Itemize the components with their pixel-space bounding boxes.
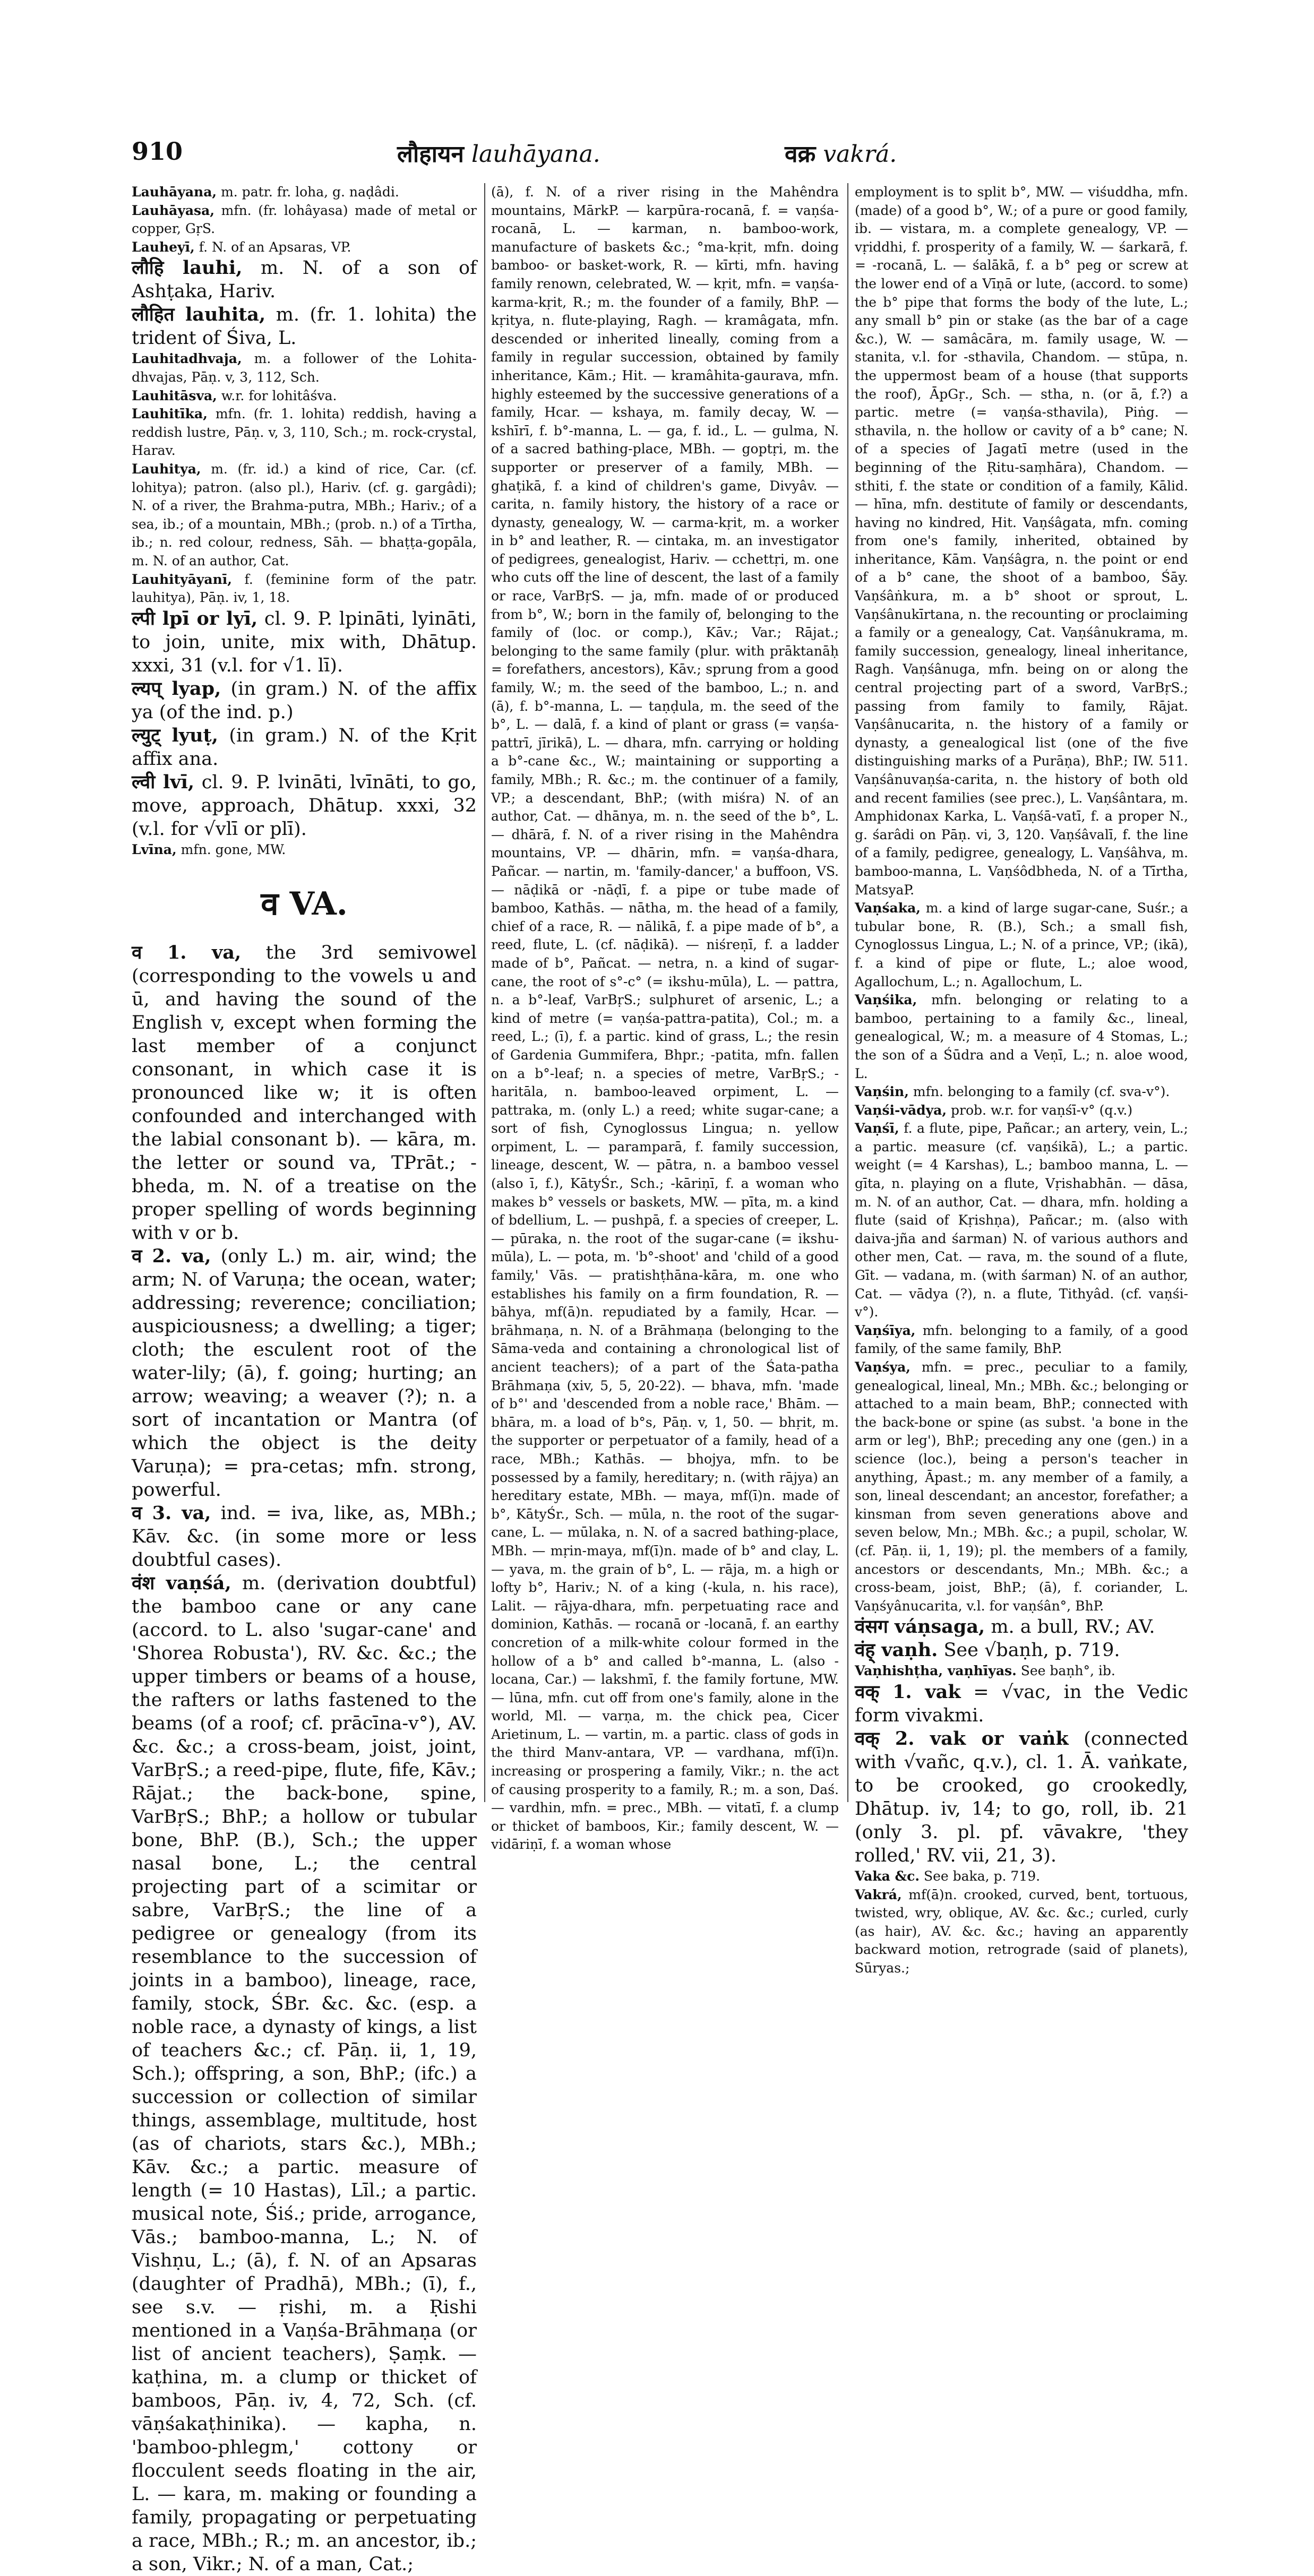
entry-definition: f. (feminine form of the patr. lauhitya), Pāṇ. iv, 1, 18. (132, 571, 477, 606)
entry-definition: mfn. gone, MW. (176, 841, 286, 857)
dictionary-entry (132, 1245, 477, 1502)
entry-headword: वंसग váṇsaga, (855, 1616, 985, 1638)
dictionary-entry (132, 771, 477, 841)
entry-definition: prob. w.r. for vaṇśī-v° (q.v.) (947, 1102, 1133, 1118)
entry-headword: ल्वी lvī, (132, 771, 195, 793)
entry-headword: Lauheyī, (132, 239, 195, 255)
entry-definition: m. (fr. id.) a kind of rice, Car. (cf. lohitya); patron. (also pl.), Hariv. (cf. g. gargâdi); N. of a river, the Brahma-putra, MBh.; Hariv.; of a sea, ib.; of a mountain, MBh.; (prob. n.) of a Tīrtha, ib.; n. red colour, redness, Sāh. — bhaṭṭa-gopāla, m. N. of an author, Cat. (132, 461, 477, 568)
column-1 (132, 183, 477, 2576)
entry-headword: ल्यप् lyap, (132, 677, 221, 700)
dictionary-entry (132, 677, 477, 724)
entry-headword: Vaṇśya, (855, 1359, 911, 1375)
column-3-entries (855, 183, 1188, 1977)
entry-definition: m. patr. fr. loha, g. naḍâdi. (217, 184, 399, 200)
running-head-left (397, 137, 600, 169)
entry-definition: m. (derivation doubtful) the bamboo cane or any cane (accord. to L. also 'sugar-cane' and 'Shorea Robusta'), RV. &c. &c.; the upper timbers or beams of a house, the rafters or laths fastened to the beams (of a roof; cf. prācīna-v°), AV. &c. &c.; a cross-beam, joist, joint, VarBṛS.; a reed-pipe, flute, fife, Kāv.; Rājat.; the back-bone, spine, VarBṛS.; BhP.; a hollow or tubular bone, BhP. (B.), Sch.; the upper nasal bone, L.; the central projecting part of a scimitar or sabre, VarBṛS.; the line of a pedigree or genealogy (from its resemblance to the succession of joints in a bamboo), lineage, race, family, stock, ŚBr. &c. &c. (esp. a noble race, a dynasty of kings, a list of teachers &c.; cf. Pāṇ. ii, 1, 19, Sch.); offspring, a son, BhP.; (ifc.) a succession or collection of similar things, assemblage, multitude, host (as of chariots, stars &c.), MBh.; Kāv. &c.; a partic. measure of length (= 10 Hastas), Līl.; a partic. musical note, Śiś.; pride, arrogance, Vās.; bamboo-manna, L.; N. of Vishṇu, L.; (ā), f. N. of an Apsaras (daughter of Pradhā), MBh.; (ī), f., see s.v. — ṛishi, m. a Ṛishi mentioned in a Vaṇśa-Brāhmaṇa (or list of ancient teachers), Ṣaṃk. — kaṭhina, m. a clump or thicket of bamboos, Pāṇ. iv, 4, 72, Sch. (cf. vāṇśakaṭhinika). — kapha, n. 'bamboo-phlegm,' cottony or flocculent seeds floating in the air, L. — kara, m. making or founding a family, propagating or perpetuating a race, MBh.; R.; m. an ancestor, ib.; a son, Vikr.; N. of a man, Cat.; (132, 1573, 477, 2575)
column-1-entries (132, 183, 477, 859)
dictionary-entry (132, 1572, 477, 2576)
dictionary-entry (132, 405, 477, 460)
dictionary-entry (132, 941, 477, 1245)
dictionary-entry (855, 1101, 1188, 1120)
entry-headword: Lauhityāyanī, (132, 571, 233, 587)
entry-definition: (only L.) m. air, wind; the arm; N. of Varuṇa; the ocean, water; addressing; reverence; conciliation; auspiciousness; a dwelling; a tiger; cloth; the esculent root of the water-lily; (ā), f. going; hurting; an arrow; weaving; a weaver (?); n. a sort of incantation or Mantra (of which the object is the deity Varuṇa); = pra-cetas; mfn. strong, powerful. (132, 1246, 477, 1501)
dictionary-entry (855, 1358, 1188, 1615)
entry-headword: वंह् vaṇh. (855, 1639, 938, 1661)
entry-definition: m. a kind of large sugar-cane, Suśr.; a tubular bone, R. (B.), Sch.; a small fish, Cynoglossus Lingua, L.; N. of a prince, VP.; (ikā), f. a kind of pipe or flute, L.; aloe wood, Agallochum, L.; n. Agallochum, L. (855, 900, 1188, 989)
entry-headword: व 3. va, (132, 1502, 211, 1524)
column-2 (491, 183, 839, 1854)
entry-headword: Vaṇśī, (855, 1121, 899, 1136)
entry-definition: = √vac, in the Vedic form vivakmi. (855, 1681, 1188, 1726)
entry-definition: mfn. = prec., peculiar to a family, genealogical, lineal, Mn.; MBh. &c.; belonging or attached to a main beam, BhP.; connected with the back-bone or spine (as subst. 'a bone in the arm or leg'), BhP.; preceding any one (gen.) in a science (loc.), being a person's teacher in anything, Āpast.; m. any member of a family, a son, lineal descendant; an ancestor, forefather; a kinsman from seven generations above and seven below, Mn.; MBh. &c.; a pupil, scholar, W. (cf. Pāṇ. ii, 1, 19); pl. the members of a family, ancestors or descendants, Mn.; MBh. &c.; a cross-beam, joist, BhP.; (ā), f. coriander, L. Vaṇśyânucarita, v.l. for vaṇśân°, BhP. (855, 1359, 1188, 1614)
entry-definition: m. a follower of the Lohita-dhvajas, Pāṇ. v, 3, 112, Sch. (132, 351, 477, 385)
section-heading: व VA. (261, 885, 348, 923)
entry-headword: Vaṇśi-vādya, (855, 1102, 947, 1118)
entry-definition: ind. = iva, like, as, MBh.; Kāv. &c. (in some more or less doubtful cases). (132, 1503, 477, 1571)
dictionary-entry (132, 571, 477, 607)
dictionary-entry (855, 183, 1188, 899)
entry-headword: व 2. va, (132, 1245, 211, 1268)
dictionary-entry (132, 350, 477, 386)
dictionary-entry (855, 1867, 1188, 1886)
entry-definition: m. (fr. 1. lohita) the trident of Śiva, L. (132, 304, 477, 349)
dictionary-entry (855, 1322, 1188, 1358)
entry-headword: Vaṇhishṭha, vaṇhīyas. (855, 1663, 1017, 1679)
entry-headword: Vaka &c. (855, 1868, 920, 1884)
entry-headword: Vaṇśika, (855, 992, 917, 1008)
dictionary-entry (855, 1615, 1188, 1639)
entry-headword: Vaṇśin, (855, 1084, 909, 1100)
dictionary-entry (132, 202, 477, 238)
entry-definition: (in gram.) N. of the affix ya (of the ind. p.) (132, 678, 477, 723)
dictionary-entry (855, 1639, 1188, 1662)
page-header (132, 137, 1188, 174)
entry-definition: (in gram.) N. of the Kṛit affix ana. (132, 725, 477, 770)
entry-headword: लौहित lauhita, (132, 304, 266, 326)
entry-definition: m. a bull, RV.; AV. (985, 1616, 1155, 1638)
entry-definition: w.r. for lohitâśva. (217, 387, 337, 403)
entry-definition: cl. 9. P. lvināti, lvīnāti, to go, move, approach, Dhātup. xxxi, 32 (v.l. for √vlī or plī). (132, 771, 477, 840)
dictionary-entry (132, 238, 477, 257)
entry-headword: ल्पी lpī or lyī, (132, 607, 258, 630)
running-head-right-devanagari: वक्र (785, 141, 816, 168)
column-divider (847, 183, 848, 1802)
entry-definition: See baka, p. 719. (920, 1868, 1041, 1884)
dictionary-entry (132, 387, 477, 406)
dictionary-entry (132, 460, 477, 571)
entry-headword: वंश vaṇśá, (132, 1572, 231, 1595)
column-1-entries-va (132, 941, 477, 2576)
entry-definition: mfn. belonging to a family (cf. sva-v°). (908, 1084, 1170, 1100)
dictionary-entry (855, 991, 1188, 1083)
entry-definition: mfn. (fr. 1. lohita) reddish, having a reddish lustre, Pāṇ. v, 3, 110, Sch.; m. rock-crystal, Harav. (132, 406, 477, 459)
entry-definition: See √baṇh, p. 719. (938, 1640, 1120, 1661)
column-divider (484, 183, 485, 1802)
entry-headword: Lauhāyana, (132, 184, 217, 200)
entry-headword: Lauhitīka, (132, 406, 208, 422)
entry-headword: Vaṇśīya, (855, 1322, 916, 1338)
column-3 (855, 183, 1188, 1977)
entry-definition: mfn. belonging or relating to a bamboo, pertaining to a family &c., lineal, genealogical, W.; m. a measure of 4 Stomas, L.; the son of a Śūdra and a Veṇī, L.; n. aloe wood, L. (855, 992, 1188, 1081)
entry-headword: Vaṇśaka, (855, 900, 921, 916)
entry-definition: cl. 9. P. lpināti, lyināti, to join, unite, mix with, Dhātup. xxxi, 31 (v.l. for √1. lī). (132, 608, 477, 676)
entry-definition: mf(ā)n. crooked, curved, bent, tortuous, twisted, wry, oblique, AV. &c. &c.; curled, curly (as hair), AV. &c. &c.; having an apparently backward motion, retrograde (said of planets), Sūryas.; (855, 1886, 1188, 1976)
entry-headword: ल्युट् lyuṭ, (132, 724, 218, 746)
running-head-right-transliteration: vakrá. (823, 141, 897, 168)
entry-headword: Lauhitya, (132, 461, 201, 477)
dictionary-entry (855, 1681, 1188, 1727)
dictionary-entry (491, 183, 839, 1854)
entry-headword: लौहि lauhi, (132, 257, 243, 279)
dictionary-entry (132, 256, 477, 303)
entry-headword: वक् 2. vak or vaṅk (855, 1727, 1069, 1750)
entry-definition: m. N. of a son of Ashṭaka, Hariv. (132, 257, 477, 303)
dictionary-entry (855, 899, 1188, 991)
dictionary-entry (132, 1502, 477, 1572)
entry-definition: employment is to split b°, MW. — viśuddha, mfn. (made) of a good b°, W.; of a pure or good family, ib. — vistara, m. a complete genealogy, VP. — vṛiddhi, f. prosperity of a family, W. — śarkarā, f. = -rocanā, L. — śalākā, f. a b° peg or screw at the lower end of a Vīṇā or lute, (accord. to some) the b° pipe that forms the body of the lute, L.; any small b° pin or stake (as the bar of a cage &c.), W. — samâcāra, m. family usage, W. — stanita, v.l. for -sthavila, Chandom. — stūpa, n. the uppermost beam of a house (that supports the roof), ĀpGṛ., Sch. — stha, n. (or ā, f.?) a partic. metre (= vaṇśa-sthavila), Piṅg. — sthavila, n. the hollow or cavity of a b° cane; N. of a species of Jagatī metre (used in the beginning of the Ṛitu-saṃhāra), Chandom. — sthiti, f. the state or condition of a family, Kālid. — hīna, mfn. destitute of family or descendants, having no kindred, Hit. Vaṇśâgata, mfn. coming from one's family, inherited, obtained by inheritance, Kām. Vaṇśâgra, n. the point or end of a b° cane, the shoot of a bamboo, Śāy. Vaṇśâṅkura, m. a b° shoot or sprout, L. Vaṇśânukīrtana, n. the recounting or proclaiming a family or a genealogy, Cat. Vaṇśânukrama, m. family succession, genealogy, lineal inheritance, Ragh. Vaṇśânuga, mfn. being on or along the central projecting part of a sword, VarBṛS.; passing from family to family, Rājat. Vaṇśânucarita, n. the history of a family or dynasty, a genealogical list (one of the five distinguishing marks of a Purāṇa), BhP.; IW. 511. Vaṇśânuvaṇśa-carita, n. the history of both old and recent families (see prec.), L. Vaṇśântara, m. Amphidonax Karka, L. Vaṇśā-vatī, f. a proper N., g. śarâdi on Pāṇ. vi, 3, 120. Vaṇśâvalī, f. the line of a family, pedigree, genealogy, L. Vaṇśâhva, m. bamboo-manna, L. Vaṇśôdbheda, N. of a Tīrtha, MatsyaP. (855, 184, 1188, 898)
running-head-left-transliteration: lauhāyana. (471, 141, 600, 168)
dictionary-entry (132, 183, 477, 202)
entry-definition: (ā), f. N. of a river rising in the Mahêndra mountains, MārkP. — karpūra-rocanā, f. = vaṇśa-rocanā, L. — karman, n. bamboo-work, manufacture of baskets &c.; °ma-kṛit, mfn. doing bamboo- or basket-work, R. — kīrti, mfn. having family renown, celebrated, W. — kṛit, mfn. = vaṇśa-karma-kṛit, R.; m. the founder of a family, BhP. — kṛitya, n. flute-playing, Ragh. — kramâgata, mfn. descended or inherited lineally, coming from a family in regular succession, obtained by family inheritance, Kām.; Hit. — kramâhita-gaurava, mfn. highly esteemed by the successive generations of a family, Hcar. — kshaya, m. family decay, W. — kshīrī, f. b°-manna, L. — ga, f. id., L. — gulma, N. of a sacred bathing-place, MBh. — goptṛi, m. the supporter or preserver of a family, MBh. — ghaṭikā, f. a kind of children's game, Divyâv. — carita, n. family history, the history of a race or dynasty, genealogy, W. — carma-kṛit, m. a worker in b° and leather, R. — cintaka, m. an investigator of pedigrees, genealogist, Hariv. — cchettṛi, m. one who cuts off the line of descent, the last of a family or race, VarBṛS. — ja, mfn. made of or produced from b°, W.; born in the family of, belonging to the family of (loc. or comp.), Kāv.; Var.; Rājat.; belonging to the same family (plur. with prāktanāḥ = forefathers, ancestors), Kāv.; sprung from a good family, W.; m. the seed of the bamboo, L.; n. and (ā), f. b°-manna, L. — taṇḍula, m. the seed of the b°, L. — dalā, f. a kind of plant or grass (= vaṇśa-pattrī, jīrikā), L. — dhara, mfn. carrying or holding a b°-cane &c., W.; maintaining or supporting a family, MBh.; R. &c.; m. the continuer of a family, VP.; a descendant, BhP.; (with miśra) N. of an author, Cat. — dhānya, m. n. the seed of the b°, L. — dhārā, f. N. of a river rising in the Mahêndra mountains, VP. — dhārin, mfn. = vaṇśa-dhara, Pañcar. — nartin, m. 'family-dancer,' a buffoon, VS. — nāḍikā or -nāḍī, f. a pipe or tube made of bamboo, Kathās. — nātha, m. the head of a family, chief of a race, R. — nālikā, f. a pipe made of b°, a reed, flute, L. (cf. nāḍikā). — niśreṇī, f. a ladder made of b°, Pañcat. — netra, n. a kind of sugar-cane, the root of s°-c° (= ikshu-mūla), L. — pattra, n. a b°-leaf, VarBṛS.; sulphuret of arsenic, L.; a kind of metre (= vaṇśa-pattra-patita), Col.; m. a reed, L.; (ī), f. a partic. kind of grass, L.; the resin of Gardenia Gummifera, Bhpr.; -patita, mfn. fallen on a b°-leaf; n. a species of metre, VarBṛS.; -haritāla, n. bamboo-leaved orpiment, L. — pattraka, m. (only L.) a reed; white sugar-cane; a sort of fish, Cynoglossus Lingua; n. yellow orpiment, L. — paramparā, f. family succession, lineage, descent, W. — pātra, n. a bamboo vessel (also ī, f.), KātyŚr., Sch.; -kāriṇī, f. a woman who makes b° vessels or baskets, MW. — pīta, m. a kind of bdellium, L. — pushpā, f. a species of creeper, L. — pūraka, n. the root of the sugar-cane (= ikshu-mūla), L. — pota, m. 'b°-shoot' and 'child of a good family,' Vās. — pratishṭhāna-kāra, m. one who establishes his family on a firm foundation, R. — bāhya, mf(ā)n. repudiated by a family, Hcar. — brāhmaṇa, n. N. of a Brāhmaṇa (belonging to the Sāma-veda and containing a chronological list of ancient teachers); of a part of the Śata-patha Brāhmaṇa (xiv, 5, 5, 20-22). — bhava, mfn. 'made of b°' and 'descended from a noble race,' Bhām. — bhāra, m. a load of b°s, Pāṇ. v, 1, 50. — bhṛit, m. the supporter or perpetuator of a family, head of a race, MBh.; Kathās. — bhojya, mfn. to be possessed by a family, hereditary; n. (with rājya) an hereditary estate, MBh. — maya, mf(ī)n. made of b°, KātyŚr., Sch. — mūla, n. the root of the sugar-cane, L. — mūlaka, n. N. of a sacred bathing-place, MBh. — mṛin-maya, mf(ī)n. made of b° and clay, L. — yava, m. the grain of b°, L. — rāja, m. a high or lofty b°, Hariv.; N. of a king (-kula, n. his race), Lalit. — rājya-dhara, mfn. perpetuating race and dominion, Kathās. — rocanā or -locanā, f. an earthy concretion of a milk-white colour formed in the hollow of a b° and called b°-manna, L. (also -locana, Car.) — lakshmī, f. the family fortune, MW. — lūna, mfn. cut off from one's family, alone in the world, Ml. — varṇa, m. the chick pea, Cicer Arietinum, L. — vartin, m. a partic. class of gods in the third Manv-antara, VP. — vardhana, mf(ī)n. increasing or prospering a family, Vikr.; n. the act of causing prosperity to a family, R.; m. a son, Daś. — vardhin, mfn. = prec., MBh. — vitatī, f. a clump or thicket of bamboos, Kir.; family descent, W. — vidāriṇī, f. a woman whose (491, 184, 839, 1853)
column-2-entries (491, 183, 839, 1854)
dictionary-entry (855, 1886, 1188, 1978)
entry-headword: Lauhāyasa, (132, 202, 215, 218)
entry-headword: Lvīna, (132, 841, 177, 857)
dictionary-entry (132, 607, 477, 677)
dictionary-entry (855, 1119, 1188, 1322)
dictionary-entry (855, 1662, 1188, 1681)
entry-headword: Vakrá, (855, 1886, 902, 1902)
entry-headword: वक् 1. vak (855, 1681, 961, 1703)
entry-definition: (connected with √vañc, q.v.), cl. 1. Ā. vaṅkate, to be crooked, go crookedly, Dhātup. iv, 14; to go, roll, ib. 21 (only 3. pl. pf. vāvakre, 'they rolled,' RV. vii, 21, 3). (855, 1728, 1188, 1866)
page-number: 910 (132, 137, 183, 166)
entry-definition: mfn. (fr. lohâyasa) made of metal or copper, GṛS. (132, 202, 477, 237)
entry-definition: See baṇh°, ib. (1016, 1663, 1115, 1679)
entry-headword: Lauhitāsva, (132, 387, 217, 403)
entry-definition: mfn. belonging to a family, of a good family, of the same family, BhP. (855, 1322, 1188, 1357)
entry-headword: व 1. va, (132, 942, 242, 964)
entry-definition: f. a flute, pipe, Pañcar.; an artery, vein, L.; a partic. measure (cf. vaṇśikā), L.; a partic. weight (= 4 Karshas), L.; bamboo manna, L. — gīta, n. playing on a flute, Vṛishabhān. — dāsa, m. N. of an author, Cat. — dhara, mfn. holding a flute (said of Kṛishṇa), Pañcar.; m. (also with daiva-jña and śarman) N. of various authors and other men, Cat. — rava, m. the sound of a flute, Gīt. — vadana, m. (with śarman) N. of an author, Cat. — vādya (?), n. a flute, Tithyâd. (cf. vaṇśi-v°). (855, 1121, 1188, 1320)
dictionary-entry (855, 1727, 1188, 1867)
dictionary-entry (132, 303, 477, 350)
entry-definition: the 3rd semivowel (corresponding to the vowels u and ū, and having the sound of the English v, except when forming the last member of a conjunct consonant, in which case it is pronounced like w; it is often confounded and interchanged with the labial consonant b). — kāra, m. the letter or sound va, TPrāt.; -bheda, m. N. of a treatise on the proper spelling of words beginning with v or b. (132, 942, 477, 1244)
running-head-right (785, 137, 897, 169)
entry-headword: Lauhitadhvaja, (132, 351, 242, 367)
dictionary-entry (132, 724, 477, 771)
entry-definition: f. N. of an Apsaras, VP. (194, 239, 351, 255)
running-head-left-devanagari: लौहायन (397, 141, 464, 168)
dictionary-entry (132, 841, 477, 859)
dictionary-entry (855, 1083, 1188, 1101)
